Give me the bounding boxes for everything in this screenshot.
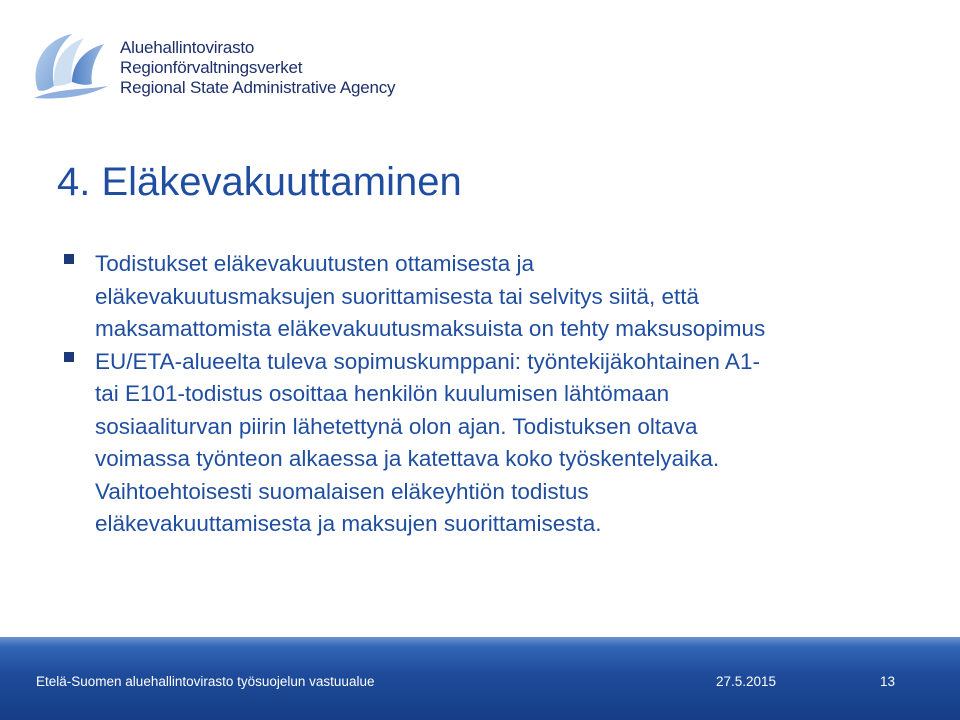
logo-text: [120, 38, 395, 98]
bullet-text-line: EU/ETA-alueelta tuleva sopimuskumppani: työntekijäkohtainen A1-: [95, 348, 760, 374]
footer-date: 27.5.2015: [716, 674, 777, 689]
bullet-text-line: eläkevakuutusmaksujen suorittamisesta tai selvitys siitä, että: [95, 283, 700, 309]
bullet-text-line: sosiaaliturvan piirin lähetettynä olon ajan. Todistuksen oltava: [95, 413, 698, 439]
bullet-text-line: maksamattomista eläkevakuutusmaksuista on tehty maksusopimus: [95, 316, 766, 341]
bullet-list: [62, 248, 902, 541]
logo-line-fi: Aluehallintovirasto: [120, 38, 255, 57]
bullet-item: [62, 248, 902, 346]
logo-line-en: Regional State Administrative Agency: [120, 78, 396, 97]
slide-title: 4. Eläkevakuuttaminen: [57, 160, 462, 204]
organization-logo: [28, 24, 396, 112]
page-number: 13: [880, 674, 896, 689]
square-bullet-icon: [64, 254, 74, 264]
bullet-item: [62, 346, 902, 541]
bullet-text-line: Vaihtoehtoisesti suomalaisen eläkeyhtiön todistus: [95, 478, 589, 504]
square-bullet-icon: [64, 352, 74, 362]
bullet-text-line: eläkevakuuttamisesta ja maksujen suorittamisesta.: [95, 511, 602, 536]
bullet-text-line: Todistukset eläkevakuutusten ottamisesta ja: [95, 251, 534, 276]
bullet-text-line: voimassa työnteon alkaessa ja katettava koko työskentelyaika.: [95, 446, 720, 471]
footer-bar: [0, 637, 960, 720]
logo-line-sv: Regionförvaltningsverket: [120, 58, 303, 77]
bullet-text-line: tai E101-todistus osoittaa henkilön kuulumisen lähtömaan: [95, 381, 670, 406]
avi-logo-icon: [28, 28, 112, 108]
footer-organization: Etelä-Suomen aluehallintovirasto työsuojelun vastuualue: [36, 674, 375, 689]
